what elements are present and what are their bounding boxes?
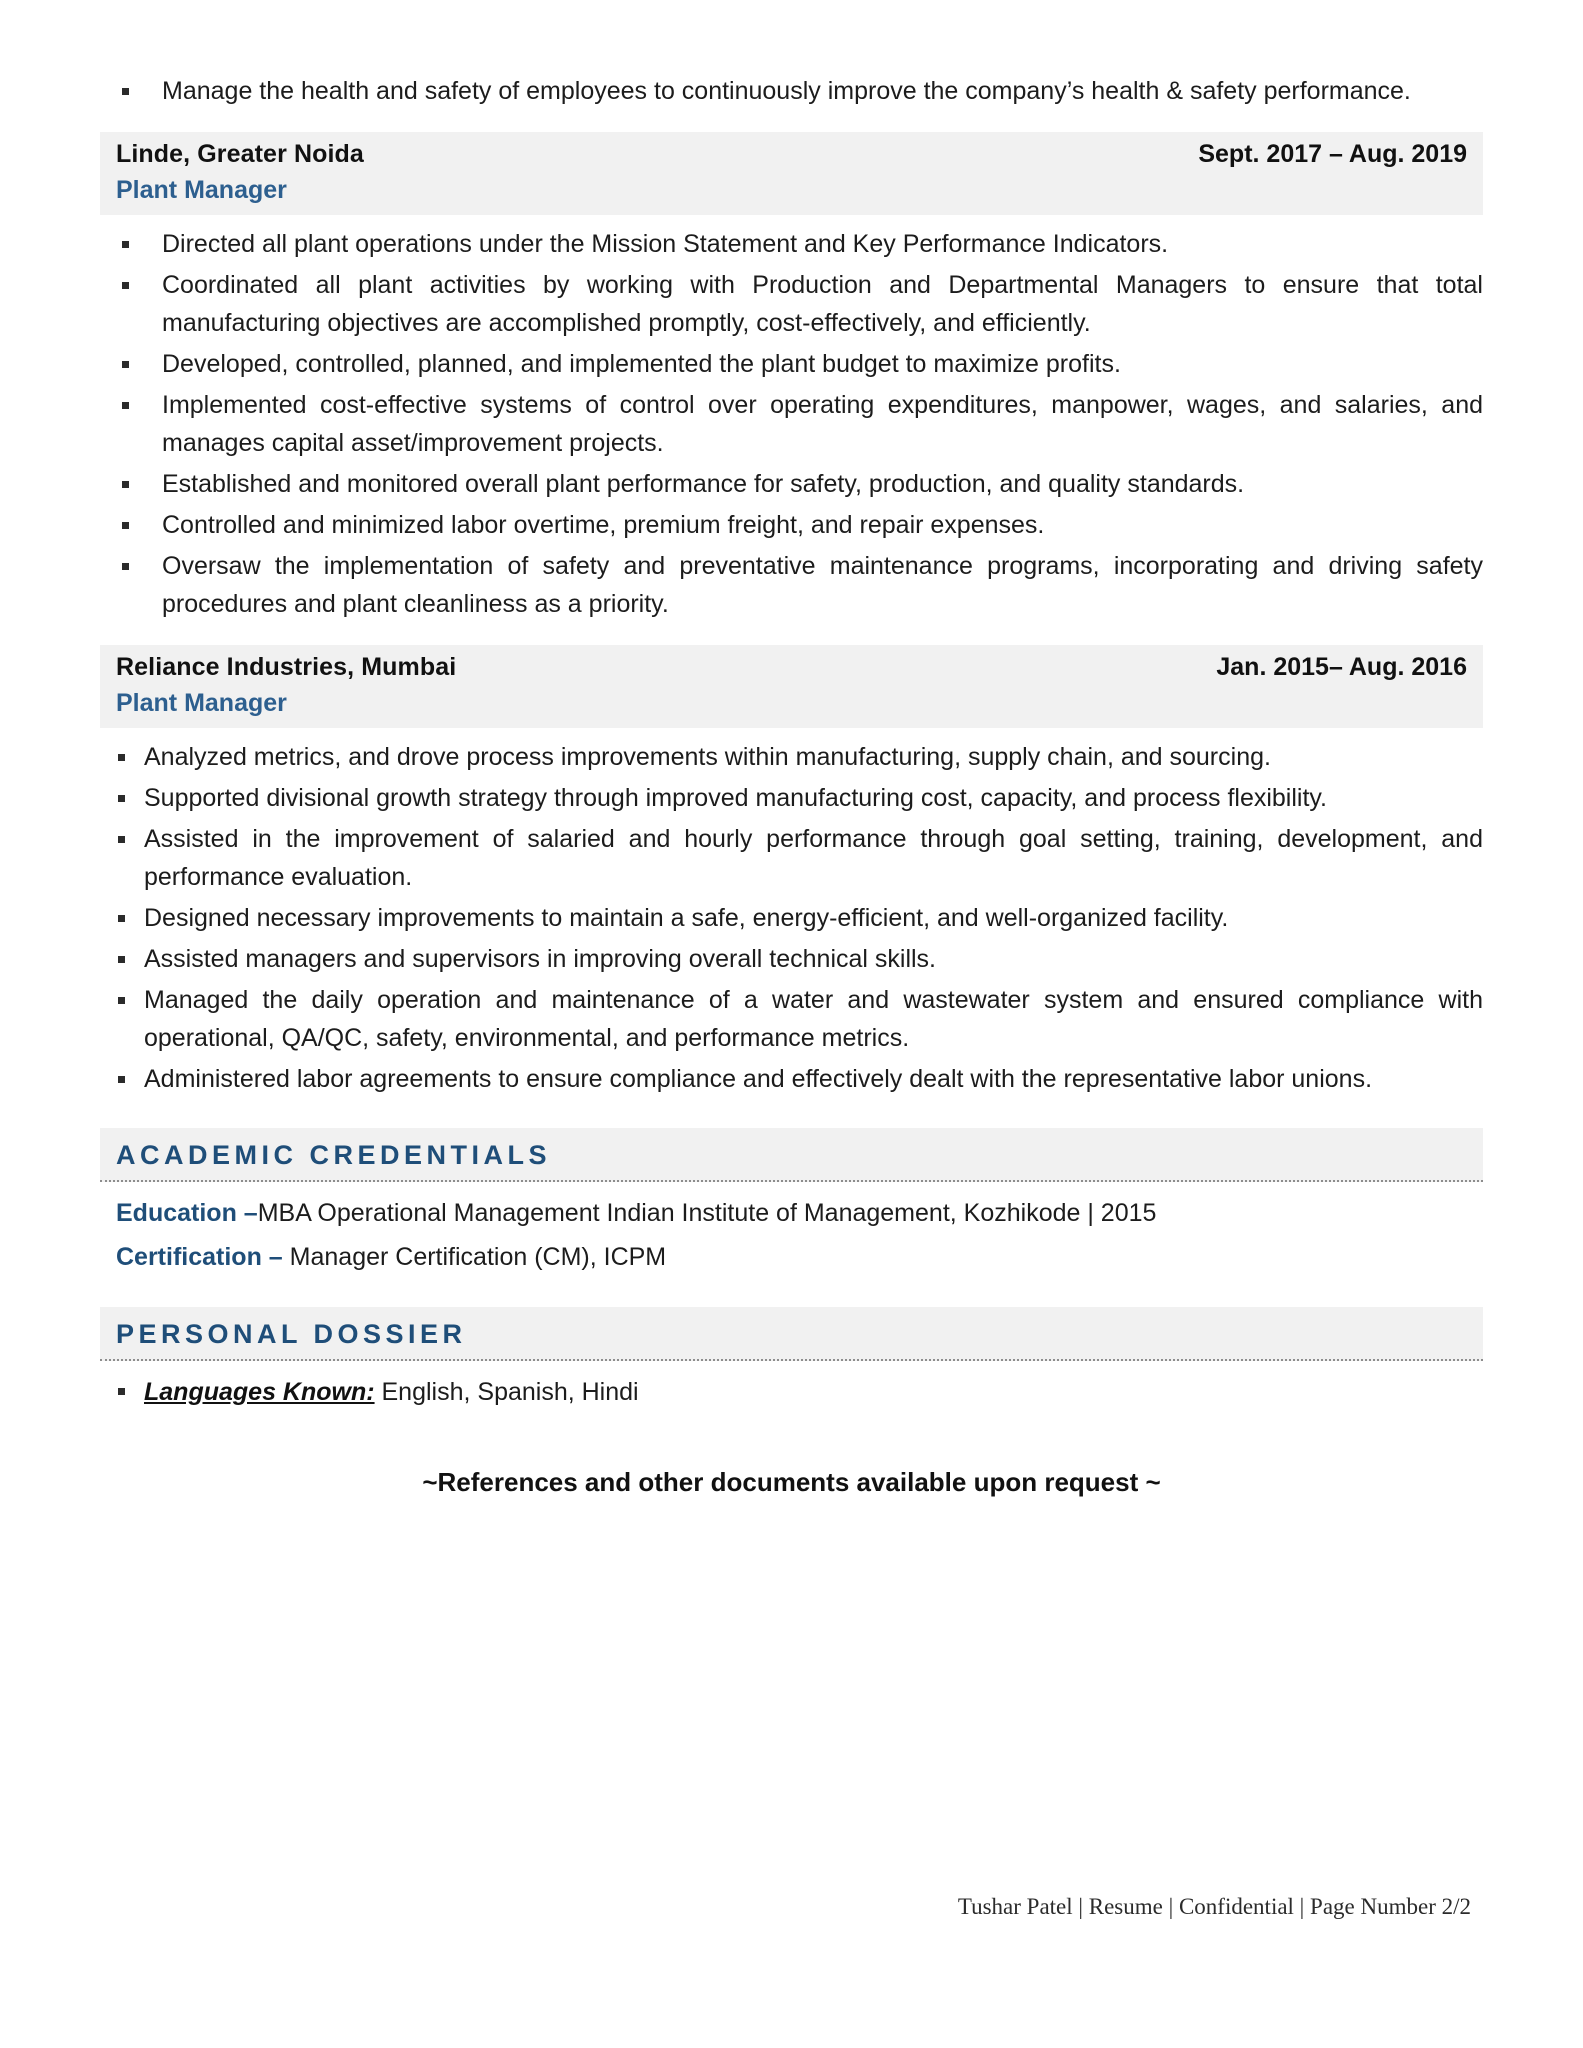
bullet-text: Analyzed metrics, and drove process improvements within manufacturing, supply chain, and sourcing. bbox=[144, 743, 1271, 771]
list-item bbox=[100, 899, 1483, 937]
job-bullet-list-linde bbox=[100, 225, 1483, 623]
list-item bbox=[100, 345, 1483, 383]
bullet-text: Established and monitored overall plant performance for safety, production, and quality standards. bbox=[162, 470, 1245, 498]
page-footer: Tushar Patel | Resume | Confidential | Page Number 2/2 bbox=[957, 1894, 1471, 1919]
square-bullet-icon bbox=[122, 563, 129, 570]
list-item bbox=[100, 266, 1483, 342]
bullet-text: Managed the daily operation and maintenance of a water and wastewater system and ensured compliance with operational, QA/QC, safety, environmental, and performance metrics. bbox=[144, 986, 1483, 1052]
list-item bbox=[100, 465, 1483, 503]
job-position-title: Plant Manager bbox=[116, 689, 287, 717]
certification-value: Manager Certification (CM), ICPM bbox=[289, 1242, 667, 1271]
square-bullet-icon bbox=[118, 997, 125, 1004]
list-item bbox=[100, 738, 1483, 776]
list-item bbox=[100, 820, 1483, 896]
education-value: MBA Operational Management Indian Institute of Management, Kozhikode | 2015 bbox=[257, 1199, 1157, 1227]
list-item bbox=[100, 940, 1483, 978]
bullet-text: Supported divisional growth strategy through improved manufacturing cost, capacity, and process flexibility. bbox=[144, 784, 1328, 812]
square-bullet-icon bbox=[118, 1388, 125, 1395]
bullet-text: Implemented cost-effective systems of control over operating expenditures, manpower, wages, and salaries, and manages capital asset/improvement projects. bbox=[162, 391, 1483, 457]
job-position-title: Plant Manager bbox=[116, 176, 287, 204]
bullet-text: Assisted in the improvement of salaried and hourly performance through goal setting, training, development, and performance evaluation. bbox=[144, 825, 1483, 891]
bullet-text: Directed all plant operations under the Mission Statement and Key Performance Indicators. bbox=[162, 230, 1169, 258]
bullet-text: Oversaw the implementation of safety and preventative maintenance programs, incorporating and driving safety procedures and plant cleanliness as a priority. bbox=[162, 552, 1483, 618]
dossier-bullet-list bbox=[100, 1373, 1483, 1411]
job-date-range: Sept. 2017 – Aug. 2019 bbox=[1198, 140, 1467, 168]
square-bullet-icon bbox=[118, 915, 125, 922]
square-bullet-icon bbox=[122, 522, 129, 529]
list-item bbox=[100, 72, 1483, 110]
bullet-text: Developed, controlled, planned, and implemented the plant budget to maximize profits. bbox=[162, 350, 1121, 378]
bullet-text: Manage the health and safety of employees to continuously improve the company’s health & safety performance. bbox=[162, 77, 1411, 105]
square-bullet-icon bbox=[118, 795, 125, 802]
bullet-text: Coordinated all plant activities by working with Production and Departmental Managers to ensure that total manufacturing objectives are accomplished promptly, cost-effectively, and efficiently. bbox=[162, 271, 1483, 337]
square-bullet-icon bbox=[122, 361, 129, 368]
list-item bbox=[100, 547, 1483, 623]
list-item bbox=[100, 981, 1483, 1057]
square-bullet-icon bbox=[118, 754, 125, 761]
square-bullet-icon bbox=[122, 88, 129, 95]
list-item bbox=[100, 779, 1483, 817]
job-date-range: Jan. 2015– Aug. 2016 bbox=[1216, 653, 1467, 681]
list-item bbox=[100, 506, 1483, 544]
job-header-reliance bbox=[100, 645, 1483, 728]
square-bullet-icon bbox=[118, 956, 125, 963]
list-item bbox=[100, 225, 1483, 263]
education-label: Education – bbox=[116, 1199, 258, 1227]
section-title: PERSONAL DOSSIER bbox=[116, 1318, 467, 1349]
list-item bbox=[100, 386, 1483, 462]
job-company-name: Reliance Industries, Mumbai bbox=[116, 653, 457, 681]
square-bullet-icon bbox=[122, 241, 129, 248]
square-bullet-icon bbox=[118, 1076, 125, 1083]
square-bullet-icon bbox=[122, 282, 129, 289]
section-header-academic-credentials bbox=[100, 1128, 1483, 1182]
section-header-personal-dossier bbox=[100, 1307, 1483, 1361]
section-title: ACADEMIC CREDENTIALS bbox=[116, 1140, 552, 1170]
job-bullet-list-reliance bbox=[100, 738, 1483, 1098]
closing-statement: ~References and other documents available upon request ~ bbox=[422, 1466, 1161, 1497]
square-bullet-icon bbox=[122, 481, 129, 488]
certification-line bbox=[116, 1238, 1483, 1277]
bullet-text bbox=[144, 1373, 1483, 1411]
list-item bbox=[100, 1373, 1483, 1411]
job-header-row bbox=[116, 140, 1467, 169]
job-header-linde bbox=[100, 132, 1483, 215]
square-bullet-icon bbox=[118, 836, 125, 843]
bullet-text: Assisted managers and supervisors in improving overall technical skills. bbox=[144, 945, 937, 973]
job-company-name: Linde, Greater Noida bbox=[116, 140, 364, 168]
list-item bbox=[100, 1060, 1483, 1098]
languages-known-value: English, Spanish, Hindi bbox=[374, 1377, 639, 1406]
bullet-text: Designed necessary improvements to maintain a safe, energy-efficient, and well-organized facility. bbox=[144, 904, 1229, 932]
certification-label: Certification – bbox=[116, 1242, 290, 1271]
intro-bullet-list bbox=[100, 72, 1483, 110]
job-header-row bbox=[116, 653, 1467, 682]
bullet-text: Administered labor agreements to ensure compliance and effectively dealt with the representative labor unions. bbox=[144, 1065, 1373, 1093]
page-content bbox=[100, 72, 1483, 1498]
bullet-text: Controlled and minimized labor overtime, premium freight, and repair expenses. bbox=[162, 511, 1045, 539]
square-bullet-icon bbox=[122, 402, 129, 409]
education-line bbox=[116, 1194, 1483, 1233]
languages-known-label: Languages Known: bbox=[144, 1377, 375, 1406]
